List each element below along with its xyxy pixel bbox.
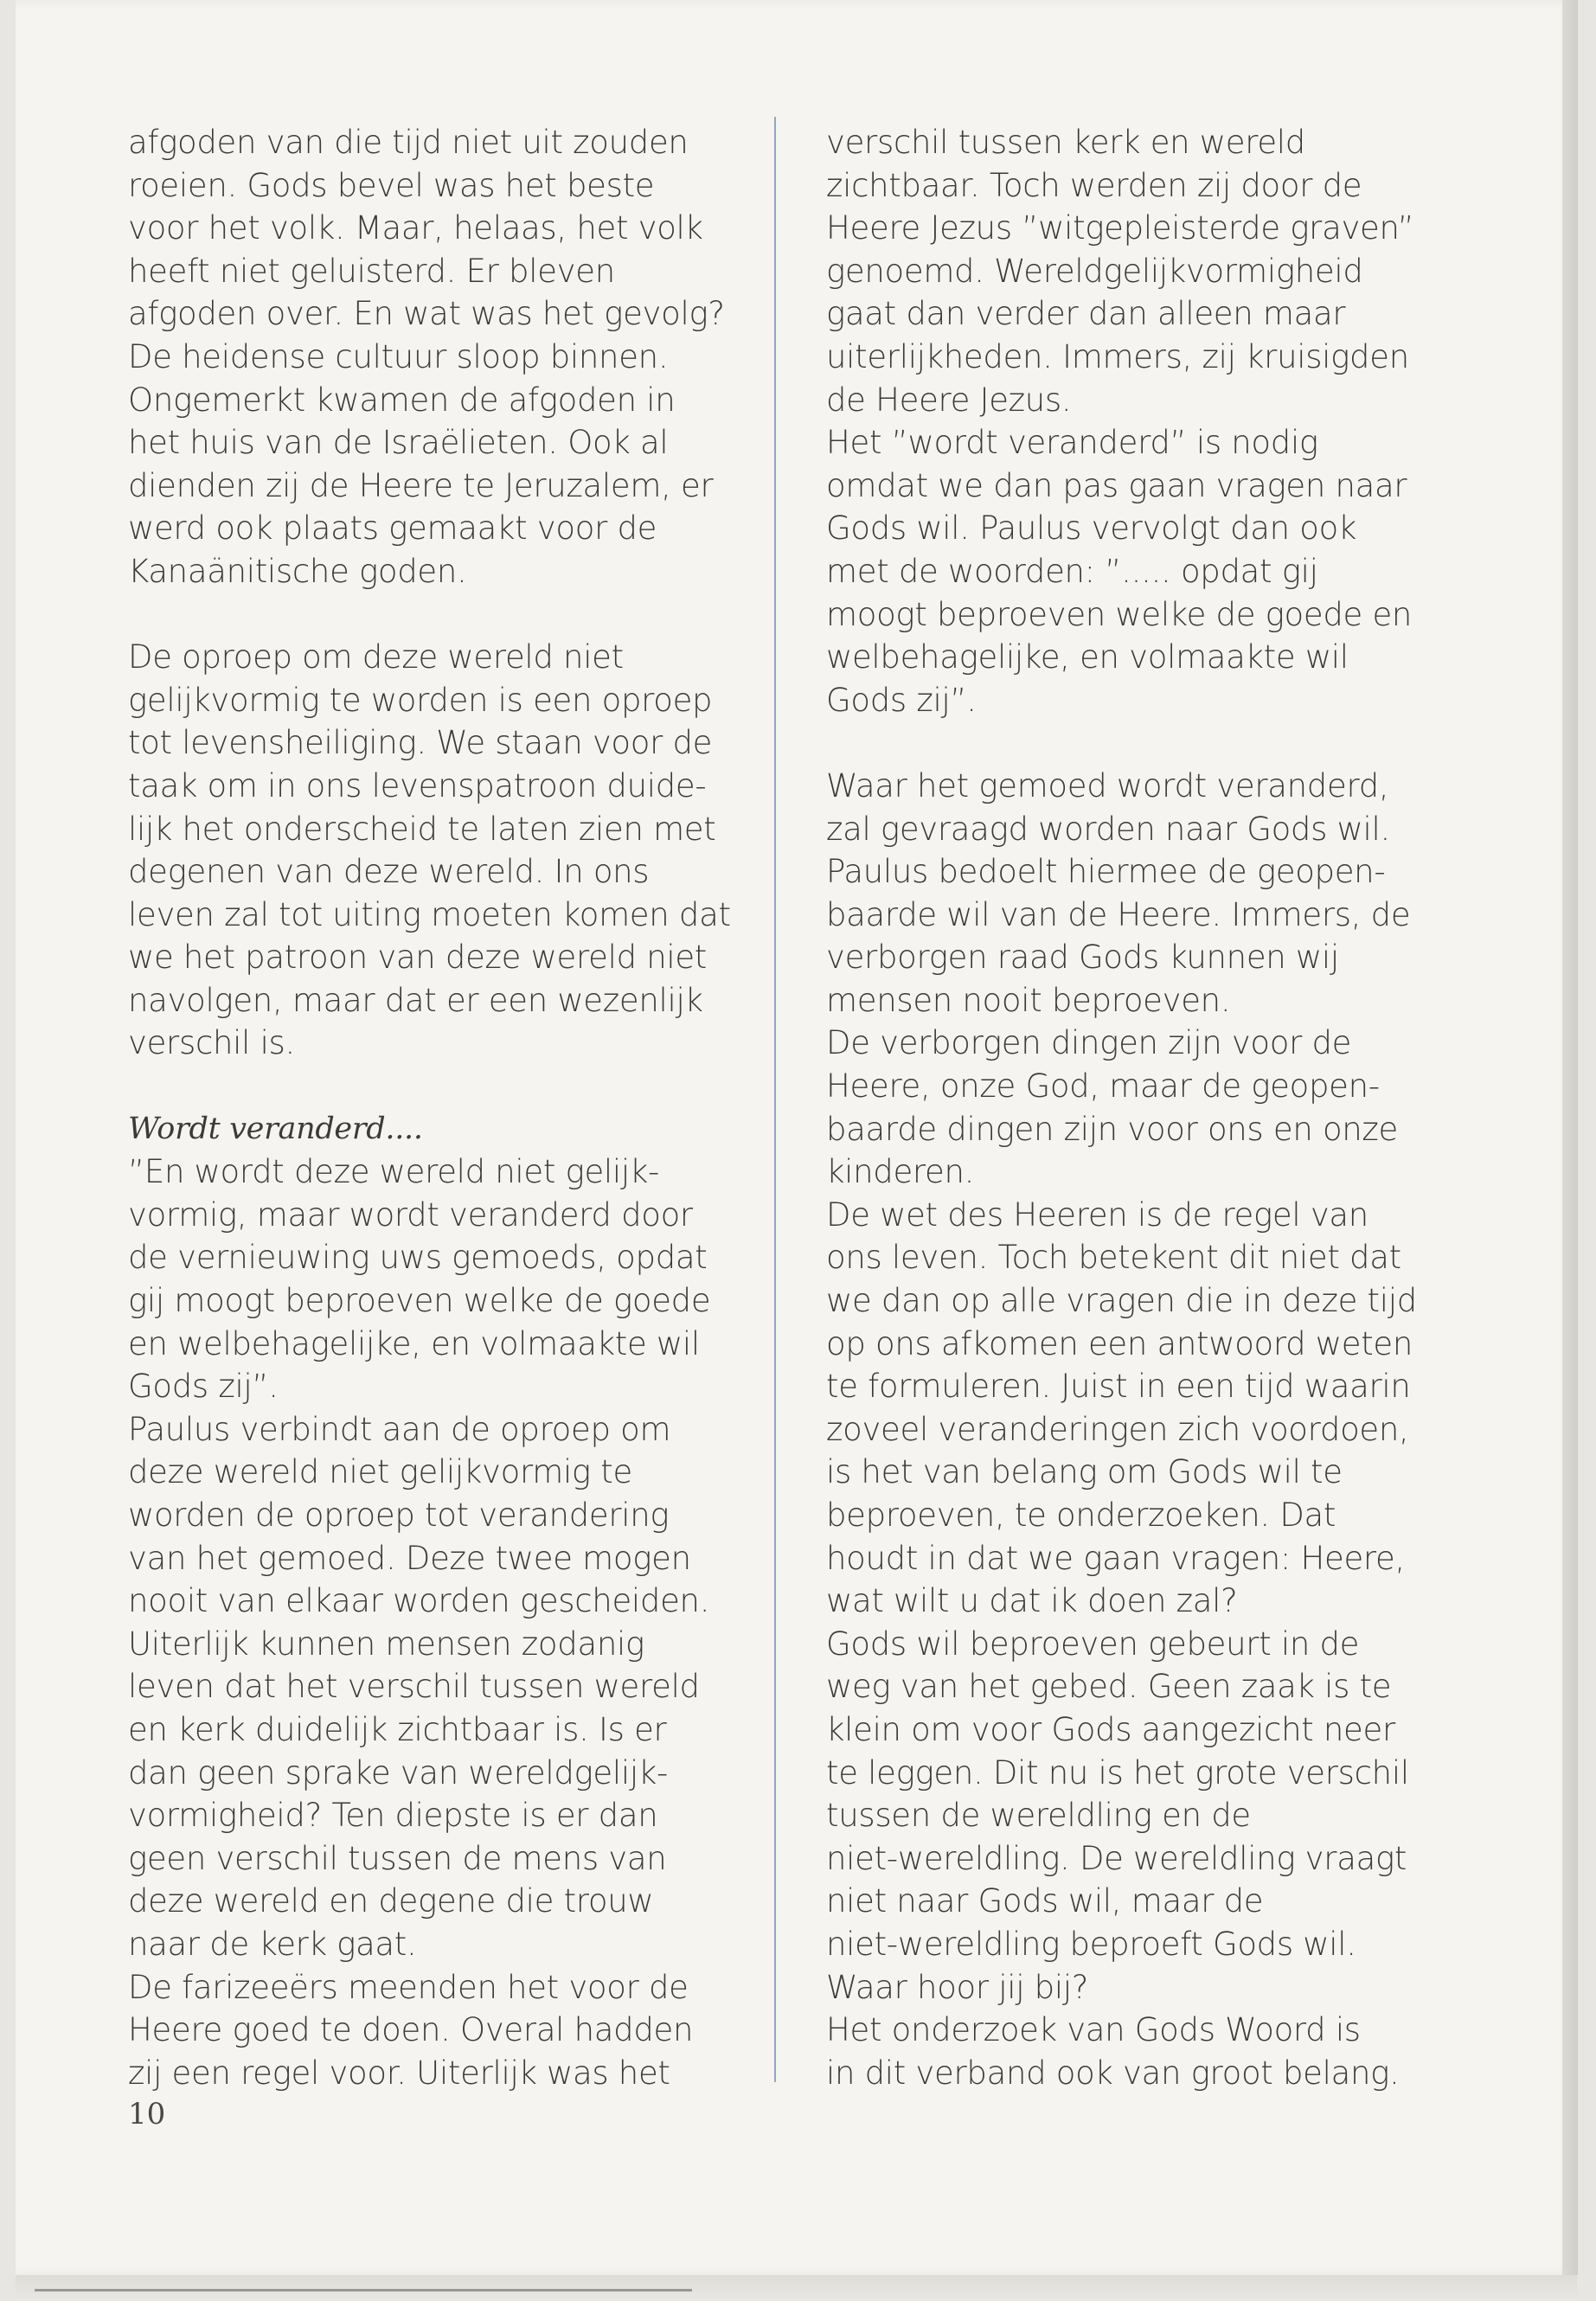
text-line: Waar het gemoed wordt veranderd, [826, 766, 1389, 804]
text-line: De verborgen dingen zijn voor de [826, 1024, 1352, 1062]
text-line: is het van belang om Gods wil te [826, 1453, 1343, 1491]
text-line: niet-wereldling beproeft Gods wil. [826, 1925, 1356, 1963]
section-heading: Wordt veranderd.... [128, 1111, 423, 1146]
paragraph-spacer [128, 593, 751, 637]
text-line: Het ”wordt veranderd” is nodig [826, 424, 1318, 462]
text-line: verborgen raad Gods kunnen wij [826, 939, 1339, 977]
left-text-column [128, 121, 751, 2094]
text-line: niet naar Gods wil, maar de [826, 1882, 1264, 1920]
text-line: welbehagelijke, en volmaakte wil [826, 638, 1349, 676]
text-line: navolgen, maar dat er een wezenlijk [128, 981, 703, 1019]
text-line: Waar hoor jij bij? [826, 1968, 1089, 2006]
text-line: lijk het onderscheid te laten zien met [128, 810, 716, 848]
text-line: tussen de wereldling en de [826, 1797, 1251, 1835]
page-edge-right [1562, 0, 1578, 2275]
text-line: Gods wil. Paulus vervolgt dan ook [826, 510, 1357, 548]
text-line: genoemd. Wereldgelijkvormigheid [826, 252, 1363, 290]
text-line: en kerk duidelijk zichtbaar is. Is er [128, 1710, 667, 1748]
text-line: zal gevraagd worden naar Gods wil. [826, 810, 1390, 848]
text-line: afgoden van die tijd niet uit zouden [128, 124, 689, 161]
text-line: gaat dan verder dan alleen maar [826, 295, 1346, 333]
text-line: zij een regel voor. Uiterlijk was het [128, 2054, 670, 2092]
text-line: De heidense cultuur sloop binnen. [128, 337, 669, 375]
text-line: Heere, onze God, maar de geopen- [826, 1067, 1380, 1106]
text-line: baarde wil van de Heere. Immers, de [826, 895, 1411, 933]
text-line: te leggen. Dit nu is het grote verschil [826, 1753, 1409, 1791]
text-line: naar de kerk gaat. [128, 1925, 417, 1963]
text-line: De oproep om deze wereld niet [128, 638, 624, 676]
text-line: niet-wereldling. De wereldling vraagt [826, 1839, 1407, 1877]
text-line: wat wilt u dat ik doen zal? [826, 1582, 1238, 1620]
text-line: De farizeeërs meenden het voor de [128, 1968, 689, 2006]
text-line: moogt beproeven welke de goede en [826, 595, 1413, 633]
text-line: Paulus bedoelt hiermee de geopen- [826, 853, 1386, 891]
text-line: klein om voor Gods aangezicht neer [826, 1710, 1395, 1748]
text-line: Paulus verbindt aan de oproep om [128, 1410, 671, 1448]
paragraph-spacer [826, 721, 1449, 765]
text-line: in dit verband ook van groot belang. [826, 2054, 1400, 2092]
text-line: vormig, maar wordt veranderd door [128, 1195, 693, 1234]
text-line: degenen van deze wereld. In ons [128, 853, 650, 891]
text-line: zichtbaar. Toch werden zij door de [826, 166, 1362, 204]
text-line: voor het volk. Maar, helaas, het volk [128, 209, 703, 247]
text-line: en welbehagelijke, en volmaakte wil [128, 1324, 700, 1362]
text-line: te formuleren. Juist in een tijd waarin [826, 1368, 1411, 1406]
text-line: heeft niet geluisterd. Er bleven [128, 252, 615, 290]
text-line: Kanaänitische goden. [128, 552, 467, 590]
bottom-rule [35, 2289, 692, 2291]
text-line: we het patroon van deze wereld niet [128, 939, 708, 977]
text-line: mensen nooit beproeven. [826, 981, 1231, 1019]
text-line: Gods wil beproeven gebeurt in de [826, 1625, 1360, 1663]
text-line: met de woorden: ”..... opdat gij [826, 552, 1318, 590]
text-line: leven zal tot uiting moeten komen dat [128, 895, 731, 933]
text-line: uiterlijkheden. Immers, zij kruisigden [826, 337, 1409, 375]
text-line: Uiterlijk kunnen mensen zodanig [128, 1625, 644, 1663]
text-line: worden de oproep tot verandering [128, 1497, 670, 1534]
text-line: houdt in dat we gaan vragen: Heere, [826, 1539, 1405, 1577]
text-line: we dan op alle vragen die in deze tijd [826, 1282, 1417, 1320]
text-line: dan geen sprake van wereldgelijk- [128, 1753, 669, 1791]
column-divider [774, 117, 776, 2082]
text-line: gelijkvormig te worden is een oproep [128, 681, 713, 719]
text-line: dienden zij de Heere te Jeruzalem, er [128, 466, 714, 504]
text-line: ”En wordt deze wereld niet gelijk- [128, 1153, 660, 1191]
text-line: op ons afkomen een antwoord weten [826, 1324, 1413, 1362]
text-line: tot levensheiliging. We staan voor de [128, 724, 713, 762]
text-line: Gods zij”. [826, 681, 977, 719]
text-line: roeien. Gods bevel was het beste [128, 166, 655, 204]
text-line: afgoden over. En wat was het gevolg? [128, 295, 725, 333]
text-line: Gods zij”. [128, 1368, 279, 1406]
text-line: deze wereld niet gelijkvormig te [128, 1453, 632, 1491]
text-line: leven dat het verschil tussen wereld [128, 1668, 700, 1706]
text-line: baarde dingen zijn voor ons en onze [826, 1110, 1399, 1148]
text-line: Het onderzoek van Gods Woord is [826, 2011, 1361, 2049]
text-line: de Heere Jezus. [826, 381, 1072, 419]
text-line: ons leven. Toch betekent dit niet dat [826, 1239, 1401, 1277]
text-line: deze wereld en degene die trouw [128, 1882, 654, 1920]
text-line: omdat we dan pas gaan vragen naar [826, 466, 1407, 504]
text-line: vormigheid? Ten diepste is er dan [128, 1797, 658, 1835]
text-line: de vernieuwing uws gemoeds, opdat [128, 1239, 708, 1277]
text-line: kinderen. [826, 1153, 975, 1191]
text-line: Heere Jezus ”witgepleisterde graven” [826, 209, 1414, 247]
text-line: weg van het gebed. Geen zaak is te [826, 1668, 1392, 1706]
text-line: verschil is. [128, 1024, 295, 1062]
paragraph-spacer [128, 1065, 751, 1108]
text-line: het huis van de Israëlieten. Ook al [128, 424, 669, 462]
text-line: zoveel veranderingen zich voordoen, [826, 1410, 1409, 1448]
text-line: taak om in ons levenspatroon duide- [128, 766, 707, 804]
text-line: De wet des Heeren is de regel van [826, 1195, 1368, 1234]
text-line: nooit van elkaar worden gescheiden. [128, 1582, 710, 1620]
right-text-column [826, 121, 1449, 2094]
text-line: verschil tussen kerk en wereld [826, 124, 1305, 161]
text-line: gij moogt beproeven welke de goede [128, 1282, 711, 1320]
text-line: Heere goed te doen. Overal hadden [128, 2011, 694, 2049]
text-line: geen verschil tussen de mens van [128, 1839, 667, 1877]
text-line: werd ook plaats gemaakt voor de [128, 510, 657, 548]
page-number: 10 [128, 2097, 166, 2131]
page-edge-bottom [16, 2275, 1577, 2301]
text-line: van het gemoed. Deze twee mogen [128, 1539, 691, 1577]
text-line: beproeven, te onderzoeken. Dat [826, 1497, 1336, 1534]
text-line: Ongemerkt kwamen de afgoden in [128, 381, 676, 419]
